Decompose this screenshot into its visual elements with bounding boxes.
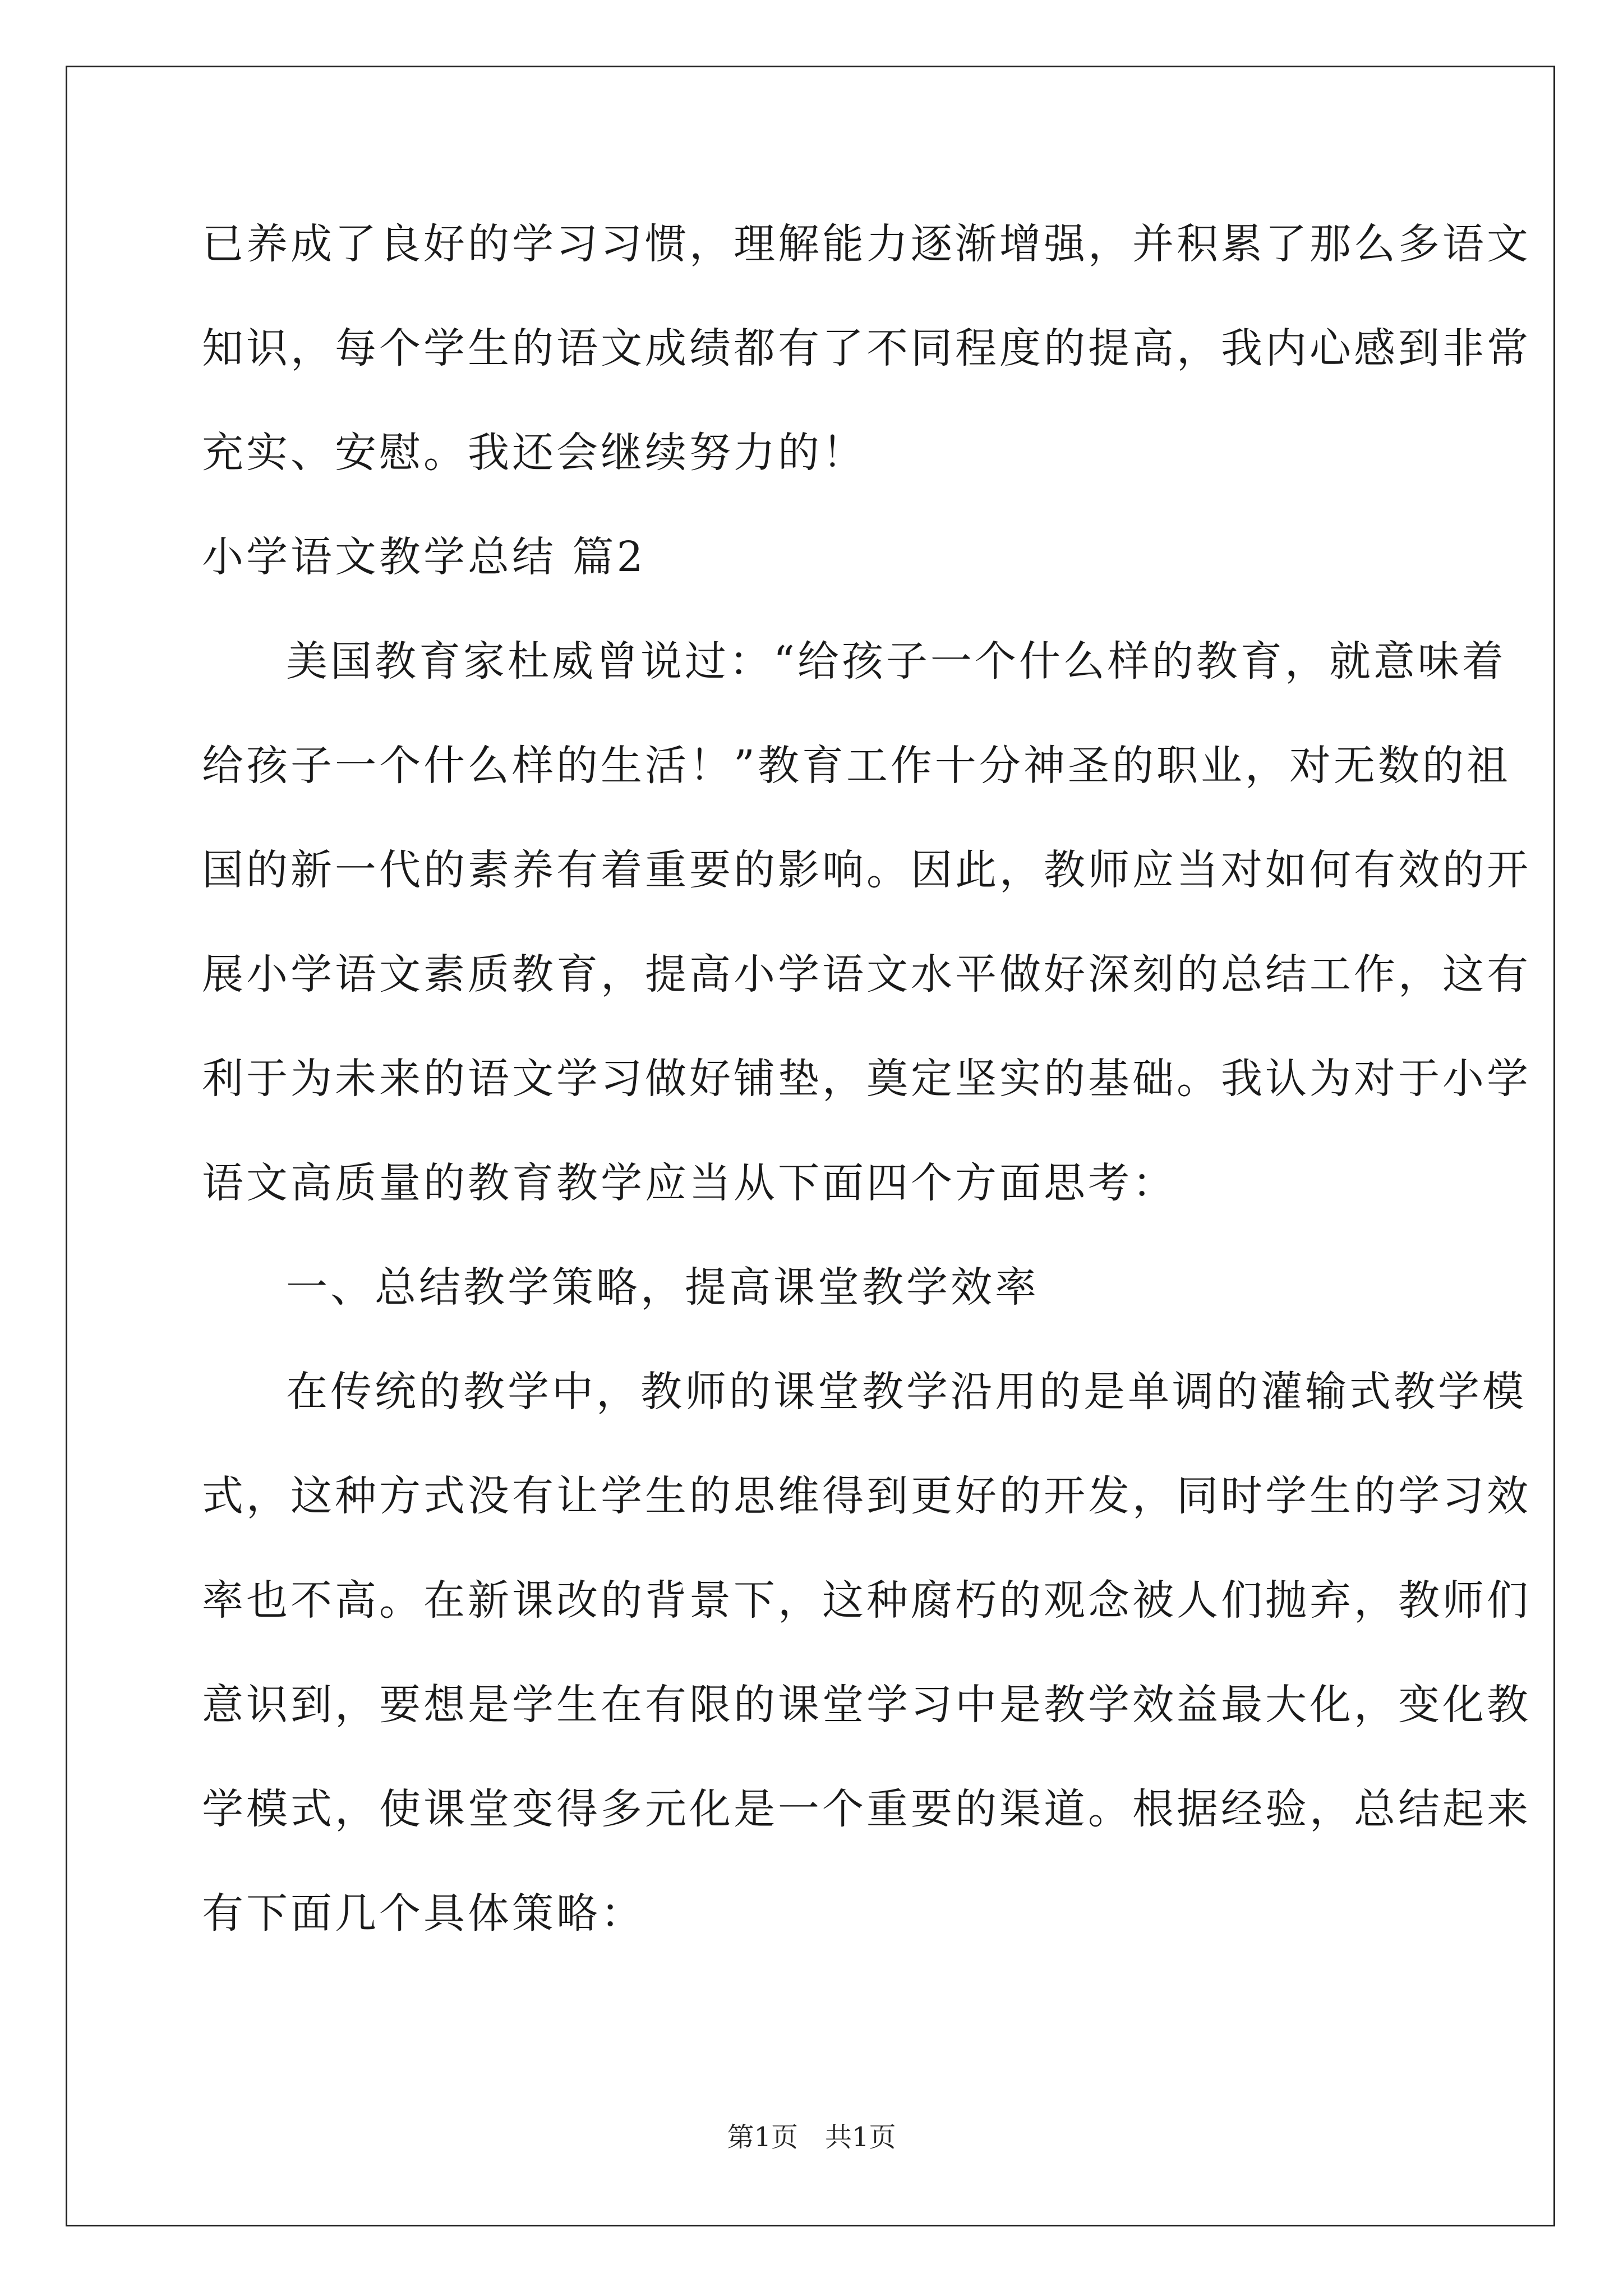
text-line: 有下面几个具体策略：: [202, 1889, 645, 1938]
text-line: 学模式，使课堂变得多元化是一个重要的渠道。根据经验，总结起来: [202, 1785, 1531, 1833]
text-line: 率也不高。在新课改的背景下，这种腐朽的观念被人们抛弃，教师们: [202, 1576, 1531, 1625]
text-line: 语文高质量的教育教学应当从下面四个方面思考：: [202, 1159, 1177, 1207]
text-line: 知识，每个学生的语文成绩都有了不同程度的提高，我内心感到非常: [202, 324, 1531, 372]
text-line: 充实、安慰。我还会继续努力的！: [202, 429, 866, 477]
text-line: 展小学语文素质教育，提高小学语文水平做好深刻的总结工作，这有: [202, 950, 1531, 999]
text-line: 式，这种方式没有让学生的思维得到更好的开发，同时学生的学习效: [202, 1472, 1531, 1520]
text-line: 美国教育家杜威曾说过：“给孩子一个什么样的教育，就意味着: [286, 637, 1506, 685]
text-line: 意识到，要想是学生在有限的课堂学习中是教学效益最大化，变化教: [202, 1681, 1531, 1729]
page-number-footer: 第1页 共1页: [727, 2122, 896, 2153]
text-line: 已养成了良好的学习习惯，理解能力逐渐增强，并积累了那么多语文: [202, 220, 1531, 268]
text-line: 在传统的教学中，教师的课堂教学沿用的是单调的灌输式教学模: [286, 1368, 1527, 1416]
section-heading: 小学语文教学总结 篇2: [202, 533, 646, 581]
text-line: 给孩子一个什么样的生活！”教育工作十分神圣的职业，对无数的祖: [202, 742, 1511, 790]
subsection-heading: 一、总结教学策略，提高课堂教学效率: [286, 1263, 1039, 1312]
text-line: 国的新一代的素养有着重要的影响。因此，教师应当对如何有效的开: [202, 846, 1531, 894]
document-body: [202, 219, 1531, 1993]
text-line: 利于为未来的语文学习做好铺垫，奠定坚实的基础。我认为对于小学: [202, 1055, 1531, 1103]
